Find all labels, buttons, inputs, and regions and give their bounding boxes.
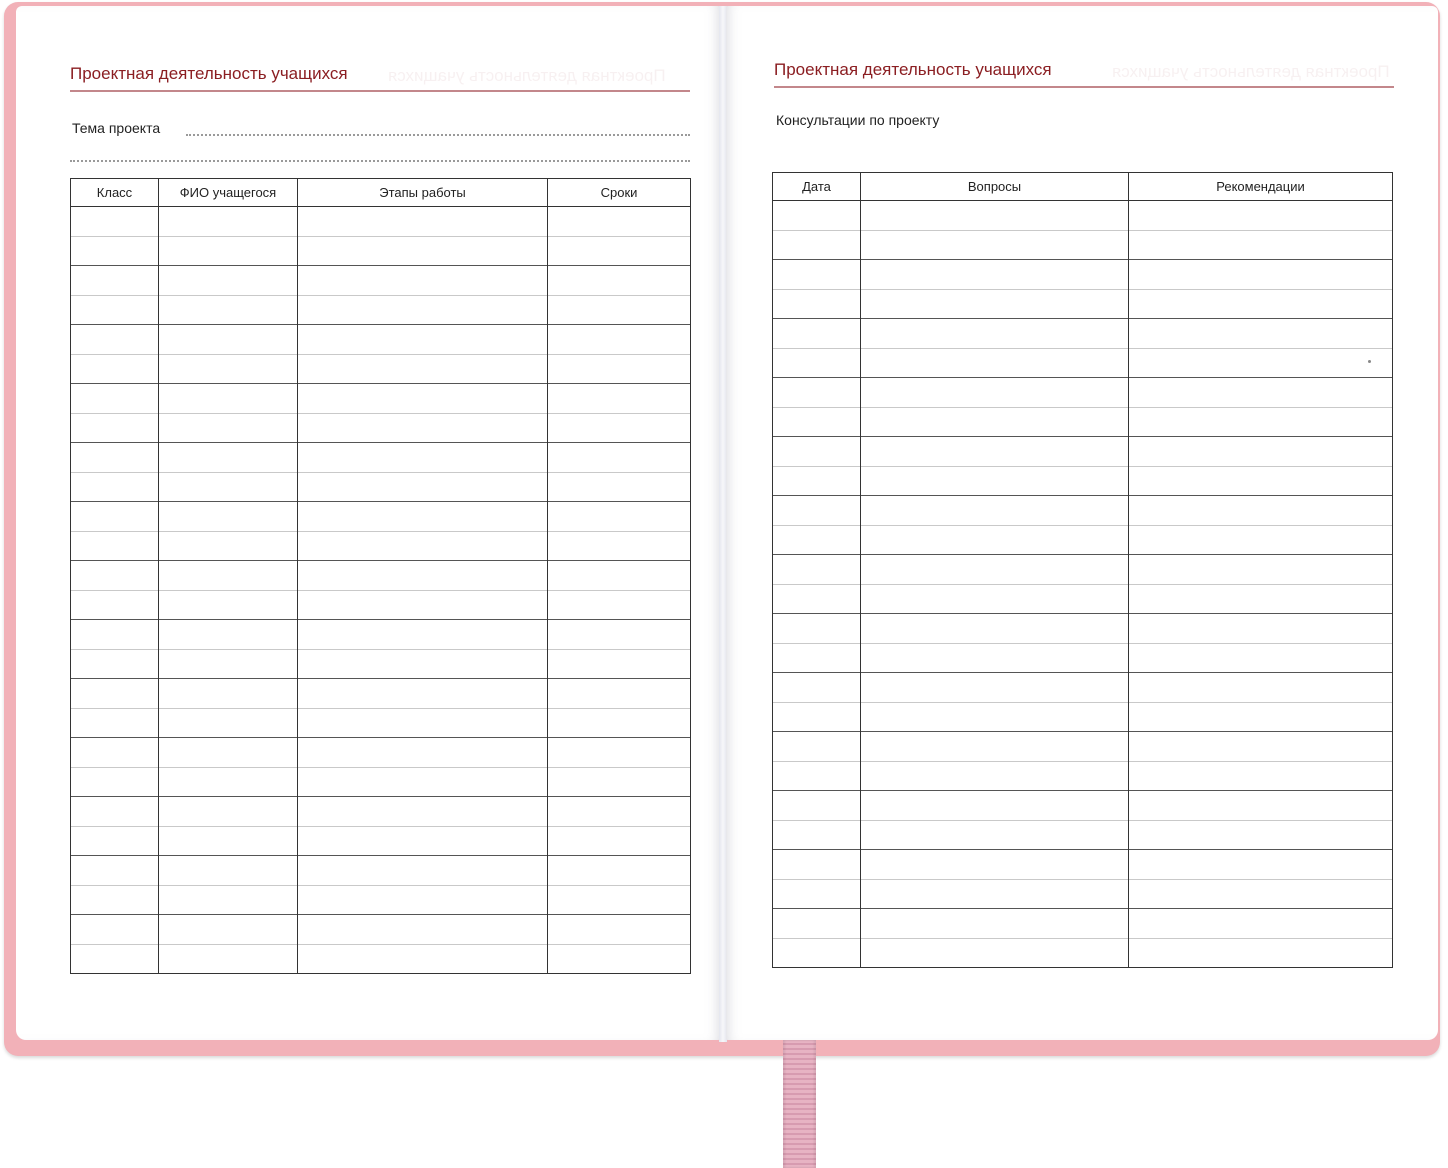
header-work-stages: Этапы работы [298, 179, 548, 207]
table-cell[interactable] [861, 437, 1129, 467]
table-cell[interactable] [298, 944, 548, 974]
table-cell[interactable] [773, 555, 861, 585]
table-cell[interactable] [298, 531, 548, 561]
table-row [71, 590, 691, 620]
table-row [71, 826, 691, 856]
table-row [71, 767, 691, 797]
table-cell[interactable] [159, 354, 298, 384]
table-cell[interactable] [548, 472, 691, 502]
table-cell[interactable] [861, 702, 1129, 732]
table-cell[interactable] [548, 354, 691, 384]
table-cell[interactable] [861, 319, 1129, 349]
table-cell[interactable] [159, 266, 298, 296]
table-cell[interactable] [159, 384, 298, 414]
table-cell[interactable] [773, 879, 861, 909]
bookmark-ribbon[interactable] [783, 1040, 816, 1168]
table-cell[interactable] [861, 820, 1129, 850]
table-cell[interactable] [298, 236, 548, 266]
table-row [773, 260, 1393, 290]
table-cell[interactable] [71, 295, 159, 325]
table-cell[interactable] [861, 466, 1129, 496]
table-cell[interactable] [298, 443, 548, 473]
table-cell[interactable] [71, 738, 159, 768]
table-cell[interactable] [71, 649, 159, 679]
table-cell[interactable] [773, 614, 861, 644]
table-cell[interactable] [773, 201, 861, 231]
table-cell[interactable] [548, 443, 691, 473]
table-cell[interactable] [71, 236, 159, 266]
table-cell[interactable] [71, 384, 159, 414]
project-table [70, 178, 691, 974]
table-cell[interactable] [861, 201, 1129, 231]
header-student-name: ФИО учащегося [159, 179, 298, 207]
table-row [773, 702, 1393, 732]
table-row [773, 909, 1393, 939]
table-cell[interactable] [71, 826, 159, 856]
table-cell[interactable] [548, 325, 691, 355]
table-cell[interactable] [548, 266, 691, 296]
table-row [773, 643, 1393, 673]
table-cell[interactable] [548, 531, 691, 561]
table-cell[interactable] [773, 761, 861, 791]
table-cell[interactable] [159, 295, 298, 325]
table-cell[interactable] [861, 791, 1129, 821]
topic-line-1[interactable] [186, 134, 690, 136]
table-cell[interactable] [71, 944, 159, 974]
table-cell[interactable] [71, 266, 159, 296]
table-cell[interactable] [773, 260, 861, 290]
table-cell[interactable] [1129, 289, 1393, 319]
table-cell[interactable] [298, 708, 548, 738]
table-row [71, 266, 691, 296]
table-cell[interactable] [861, 850, 1129, 880]
table-row [71, 944, 691, 974]
table-cell[interactable] [298, 502, 548, 532]
table-cell[interactable] [159, 620, 298, 650]
table-row [773, 761, 1393, 791]
table-cell[interactable] [548, 649, 691, 679]
table-cell[interactable] [773, 378, 861, 408]
table-row [773, 201, 1393, 231]
table-cell[interactable] [298, 915, 548, 945]
table-cell[interactable] [298, 325, 548, 355]
table-cell[interactable] [71, 413, 159, 443]
header-recommendations: Рекомендации [1129, 173, 1393, 201]
table-cell[interactable] [159, 531, 298, 561]
table-row [773, 496, 1393, 526]
table-cell[interactable] [773, 437, 861, 467]
table-cell[interactable] [861, 643, 1129, 673]
table-cell[interactable] [548, 797, 691, 827]
table-cell[interactable] [861, 761, 1129, 791]
right-page [726, 6, 1438, 1040]
table-row [773, 466, 1393, 496]
table-row [773, 614, 1393, 644]
table-cell[interactable] [71, 531, 159, 561]
table-cell[interactable] [548, 236, 691, 266]
table-cell[interactable] [861, 555, 1129, 585]
table-row [71, 236, 691, 266]
page-title: Проектная деятельность учащихся [70, 64, 348, 83]
table-cell[interactable] [71, 708, 159, 738]
table-cell[interactable] [773, 850, 861, 880]
table-row [71, 738, 691, 768]
table-cell[interactable] [298, 266, 548, 296]
table-cell[interactable] [861, 407, 1129, 437]
table-cell[interactable] [159, 944, 298, 974]
table-cell[interactable] [159, 413, 298, 443]
table-row [773, 673, 1393, 703]
table-row [71, 207, 691, 237]
table-cell[interactable] [298, 797, 548, 827]
table-row [773, 407, 1393, 437]
table-cell[interactable] [773, 407, 861, 437]
table-row [773, 938, 1393, 968]
table-cell[interactable] [71, 561, 159, 591]
table-cell[interactable] [548, 944, 691, 974]
table-cell[interactable] [773, 230, 861, 260]
table-row [71, 413, 691, 443]
table-cell[interactable] [548, 915, 691, 945]
table-cell[interactable] [861, 938, 1129, 968]
table-cell[interactable] [298, 472, 548, 502]
page-title: Проектная деятельность учащихся [774, 60, 1052, 79]
table-row [71, 384, 691, 414]
table-cell[interactable] [1129, 673, 1393, 703]
table-cell[interactable] [548, 679, 691, 709]
table-cell[interactable] [298, 679, 548, 709]
table-cell[interactable] [298, 885, 548, 915]
table-cell[interactable] [71, 354, 159, 384]
table-cell[interactable] [1129, 614, 1393, 644]
table-cell[interactable] [548, 885, 691, 915]
table-cell[interactable] [71, 915, 159, 945]
table-row [71, 295, 691, 325]
table-cell[interactable] [159, 236, 298, 266]
table-row [71, 531, 691, 561]
table-row [773, 732, 1393, 762]
table-cell[interactable] [1129, 879, 1393, 909]
table-cell[interactable] [1129, 407, 1393, 437]
table-cell[interactable] [298, 767, 548, 797]
title-underline [774, 86, 1394, 88]
table-cell[interactable] [298, 413, 548, 443]
consultation-table [772, 172, 1393, 968]
table-cell[interactable] [861, 614, 1129, 644]
table-cell[interactable] [1129, 230, 1393, 260]
table-cell[interactable] [548, 561, 691, 591]
table-cell[interactable] [1129, 437, 1393, 467]
table-cell[interactable] [159, 649, 298, 679]
table-cell[interactable] [298, 561, 548, 591]
table-cell[interactable] [1129, 378, 1393, 408]
table-cell[interactable] [773, 643, 861, 673]
show-through-title: Проектная деятельность учащихся [388, 66, 666, 85]
table-cell[interactable] [861, 496, 1129, 526]
table-cell[interactable] [71, 856, 159, 886]
table-row [773, 289, 1393, 319]
header-date: Дата [773, 173, 861, 201]
table-cell[interactable] [1129, 820, 1393, 850]
table-cell[interactable] [773, 584, 861, 614]
table-cell[interactable] [548, 502, 691, 532]
table-cell[interactable] [71, 797, 159, 827]
table-cell[interactable] [861, 909, 1129, 939]
table-row [71, 856, 691, 886]
table-cell[interactable] [861, 260, 1129, 290]
table-cell[interactable] [71, 590, 159, 620]
table-cell[interactable] [159, 856, 298, 886]
table-cell[interactable] [298, 354, 548, 384]
table-cell[interactable] [861, 378, 1129, 408]
table-cell[interactable] [773, 732, 861, 762]
table-cell[interactable] [861, 525, 1129, 555]
table-cell[interactable] [71, 679, 159, 709]
table-cell[interactable] [1129, 466, 1393, 496]
table-cell[interactable] [71, 885, 159, 915]
show-through-title: Проектная деятельность учащихся [1112, 62, 1390, 81]
table-cell[interactable] [298, 295, 548, 325]
table-cell[interactable] [1129, 348, 1393, 378]
table-cell[interactable] [861, 230, 1129, 260]
table-row [71, 354, 691, 384]
table-cell[interactable] [548, 738, 691, 768]
table-cell[interactable] [1129, 260, 1393, 290]
table-cell[interactable] [71, 502, 159, 532]
table-cell[interactable] [1129, 643, 1393, 673]
table-row [773, 555, 1393, 585]
table-cell[interactable] [548, 826, 691, 856]
table-cell[interactable] [71, 207, 159, 237]
table-row [71, 885, 691, 915]
table-cell[interactable] [548, 708, 691, 738]
table-cell[interactable] [773, 496, 861, 526]
table-cell[interactable] [159, 797, 298, 827]
table-row [71, 649, 691, 679]
table-row [71, 915, 691, 945]
table-cell[interactable] [1129, 732, 1393, 762]
header-class: Класс [71, 179, 159, 207]
table-cell[interactable] [773, 289, 861, 319]
table-cell[interactable] [773, 820, 861, 850]
table-row [71, 679, 691, 709]
table-cell[interactable] [773, 938, 861, 968]
table-row [71, 561, 691, 591]
table-cell[interactable] [773, 673, 861, 703]
table-cell[interactable] [548, 767, 691, 797]
table-header-row [71, 179, 691, 207]
table-cell[interactable] [548, 295, 691, 325]
table-cell[interactable] [1129, 525, 1393, 555]
table-cell[interactable] [773, 319, 861, 349]
table-cell[interactable] [159, 590, 298, 620]
table-cell[interactable] [861, 289, 1129, 319]
table-row [773, 879, 1393, 909]
table-cell[interactable] [71, 325, 159, 355]
table-cell[interactable] [773, 702, 861, 732]
table-cell[interactable] [1129, 496, 1393, 526]
table-cell[interactable] [159, 207, 298, 237]
table-cell[interactable] [159, 826, 298, 856]
table-row [773, 584, 1393, 614]
table-cell[interactable] [159, 738, 298, 768]
table-cell[interactable] [71, 620, 159, 650]
table-cell[interactable] [1129, 319, 1393, 349]
table-cell[interactable] [861, 584, 1129, 614]
table-cell[interactable] [1129, 938, 1393, 968]
table-cell[interactable] [298, 856, 548, 886]
table-cell[interactable] [159, 472, 298, 502]
header-deadlines: Сроки [548, 179, 691, 207]
table-cell[interactable] [1129, 555, 1393, 585]
table-cell[interactable] [773, 466, 861, 496]
table-row [773, 791, 1393, 821]
table-cell[interactable] [773, 348, 861, 378]
table-cell[interactable] [861, 879, 1129, 909]
table-cell[interactable] [159, 708, 298, 738]
table-row [71, 620, 691, 650]
table-cell[interactable] [548, 620, 691, 650]
table-cell[interactable] [298, 207, 548, 237]
table-cell[interactable] [159, 502, 298, 532]
header-questions: Вопросы [861, 173, 1129, 201]
table-row [773, 437, 1393, 467]
table-row [71, 708, 691, 738]
consultations-label: Консультации по проекту [776, 112, 940, 128]
table-cell[interactable] [548, 590, 691, 620]
table-cell[interactable] [773, 791, 861, 821]
table-cell[interactable] [71, 443, 159, 473]
table-cell[interactable] [861, 348, 1129, 378]
table-row [71, 443, 691, 473]
table-cell[interactable] [298, 826, 548, 856]
table-row [71, 797, 691, 827]
table-cell[interactable] [1129, 791, 1393, 821]
table-cell[interactable] [298, 384, 548, 414]
table-cell[interactable] [1129, 702, 1393, 732]
table-cell[interactable] [1129, 201, 1393, 231]
table-cell[interactable] [861, 732, 1129, 762]
table-header-row [773, 173, 1393, 201]
table-row [71, 472, 691, 502]
table-row [773, 378, 1393, 408]
table-row [773, 319, 1393, 349]
table-row [71, 325, 691, 355]
table-cell[interactable] [159, 443, 298, 473]
table-cell[interactable] [71, 472, 159, 502]
table-cell[interactable] [773, 525, 861, 555]
table-cell[interactable] [861, 673, 1129, 703]
table-cell[interactable] [159, 915, 298, 945]
table-row [773, 850, 1393, 880]
table-cell[interactable] [548, 413, 691, 443]
table-cell[interactable] [1129, 909, 1393, 939]
table-cell[interactable] [159, 561, 298, 591]
table-cell[interactable] [159, 885, 298, 915]
table-cell[interactable] [159, 679, 298, 709]
left-page [16, 6, 720, 1040]
table-row [773, 230, 1393, 260]
table-cell[interactable] [548, 856, 691, 886]
table-cell[interactable] [1129, 761, 1393, 791]
table-cell[interactable] [159, 767, 298, 797]
topic-line-2[interactable] [70, 160, 690, 162]
table-cell[interactable] [548, 384, 691, 414]
table-cell[interactable] [298, 620, 548, 650]
table-cell[interactable] [1129, 584, 1393, 614]
table-cell[interactable] [298, 590, 548, 620]
table-row [773, 348, 1393, 378]
table-row [773, 525, 1393, 555]
table-cell[interactable] [1129, 850, 1393, 880]
title-underline [70, 90, 690, 92]
table-cell[interactable] [71, 767, 159, 797]
table-cell[interactable] [773, 909, 861, 939]
table-cell[interactable] [298, 649, 548, 679]
topic-label: Тема проекта [72, 120, 161, 136]
table-cell[interactable] [298, 738, 548, 768]
table-cell[interactable] [159, 325, 298, 355]
table-row [773, 820, 1393, 850]
table-cell[interactable] [548, 207, 691, 237]
table-row [71, 502, 691, 532]
